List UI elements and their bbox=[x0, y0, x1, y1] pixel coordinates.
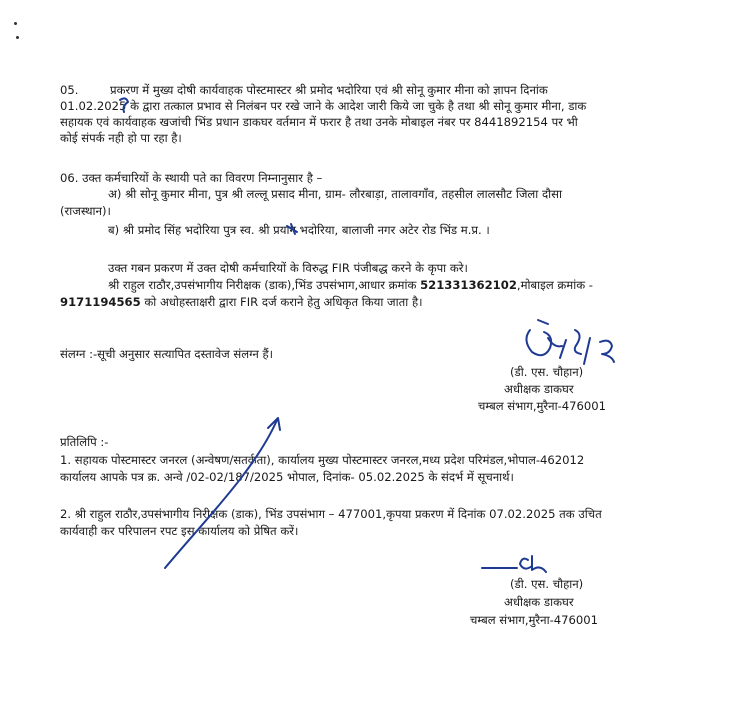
para05-number: 05. bbox=[60, 83, 79, 97]
copy-heading: प्रतिलिपि :- bbox=[60, 435, 109, 449]
aadhaar-number: 521331362102 bbox=[420, 278, 517, 292]
handwritten-arrow bbox=[268, 418, 280, 430]
page-mark bbox=[16, 36, 19, 39]
address-b: ब) श्री प्रमोद सिंह भदोरिया पुत्र स्व. श्री प्रयाग भदोरिया, बालाजी नगर अटेर रोड भिंड म.प्र. । bbox=[108, 223, 490, 237]
para06-heading: 06. उक्त कर्मचारियों के स्थायी पते का विवरण निम्नानुसार है – bbox=[60, 171, 323, 185]
address-a-cont: (राजस्थान)। bbox=[60, 204, 111, 218]
para05-line: 01.02.2025 के द्वारा तत्काल प्रभाव से निलंबन पर रखे जाने के आदेश जारी किये जा चुके है तथा श्री सोनू कुमार मीना, डाक bbox=[60, 99, 587, 113]
para05-line: प्रकरण में मुख्य दोषी कार्यवाहक पोस्टमास्टर श्री प्रमोद भदोरिया एवं श्री सोनू कुमार मीना को ज्ञापन दिनांक bbox=[110, 83, 548, 97]
signatory-designation: अधीक्षक डाकघर bbox=[504, 382, 574, 396]
handwritten-strike-line bbox=[165, 420, 277, 568]
fir-request: उक्त गबन प्रकरण में उक्त दोषी कर्मचारियों के विरुद्ध FIR पंजीबद्ध करने के कृपा करे। bbox=[108, 261, 468, 275]
page-mark bbox=[14, 22, 17, 25]
signatory-designation: अधीक्षक डाकघर bbox=[504, 595, 574, 609]
enclosure-note: संलग्न :-सूची अनुसार सत्यापित दस्तावेज संलग्न हैं। bbox=[60, 347, 274, 361]
signatory-office: चम्बल संभाग,मुरैना-476001 bbox=[470, 613, 599, 627]
signatory-name: (डी. एस. चौहान) bbox=[510, 365, 584, 379]
copy-item-2: 2. श्री राहुल राठौर,उपसंभागीय निरीक्षक (डाक), भिंड उपसंभाग – 477001,कृपया प्रकरण में दिनांक 07.02.2025 तक उचित bbox=[60, 507, 602, 521]
copy-item-1: 1. सहायक पोस्टमास्टर जनरल (अन्वेषण/सतर्कता), कार्यालय मुख्य पोस्टमास्टर जनरल,मध्य प्रदेश परिमंडल,भोपाल-462012 bbox=[60, 453, 585, 467]
signatory-name: (डी. एस. चौहान) bbox=[510, 577, 584, 591]
signatory-office: चम्बल संभाग,मुरैना-476001 bbox=[478, 399, 607, 413]
copy-item-1-cont: कार्यालय आपके पत्र क्र. अन्वे /02-02/187/2025 भोपाल, दिनांक- 05.02.2025 के संदर्भ में सूचनार्थ। bbox=[60, 470, 514, 484]
para05-line: कोई संपर्क नही हो पा रहा है। bbox=[60, 131, 182, 145]
signature-mark bbox=[538, 320, 548, 324]
signature-mark bbox=[482, 556, 546, 572]
copy-item-2-cont: कार्यवाही कर परिपालन रपट इस कार्यालय को प्रेषित करें। bbox=[60, 524, 299, 538]
authorization-line: 9171194565 को अधोहस्ताक्षरी द्वारा FIR दर्ज कराने हेतु अधिकृत किया जाता है। bbox=[60, 295, 423, 309]
para05-line: सहायक एवं कार्यवाहक खजांची भिंड प्रधान डाकघर वर्तमान में फरार है तथा उनके मोबाइल नंबर पर 8441892154 पर भी bbox=[60, 115, 578, 129]
mobile-number: 9171194565 bbox=[60, 295, 141, 309]
address-a: अ) श्री सोनू कुमार मीना, पुत्र श्री लल्लू प्रसाद मीना, ग्राम- लौरबाड़ा, तालावगाँव, तहसील लालसौट जिला दौसा bbox=[108, 187, 562, 201]
authorization-line: श्री राहुल राठौर,उपसंभागीय निरीक्षक (डाक),भिंड उपसंभाग,आधार क्रमांक 521331362102,मोबाइल क्रमांक - bbox=[108, 278, 593, 292]
signature-mark bbox=[526, 330, 614, 364]
